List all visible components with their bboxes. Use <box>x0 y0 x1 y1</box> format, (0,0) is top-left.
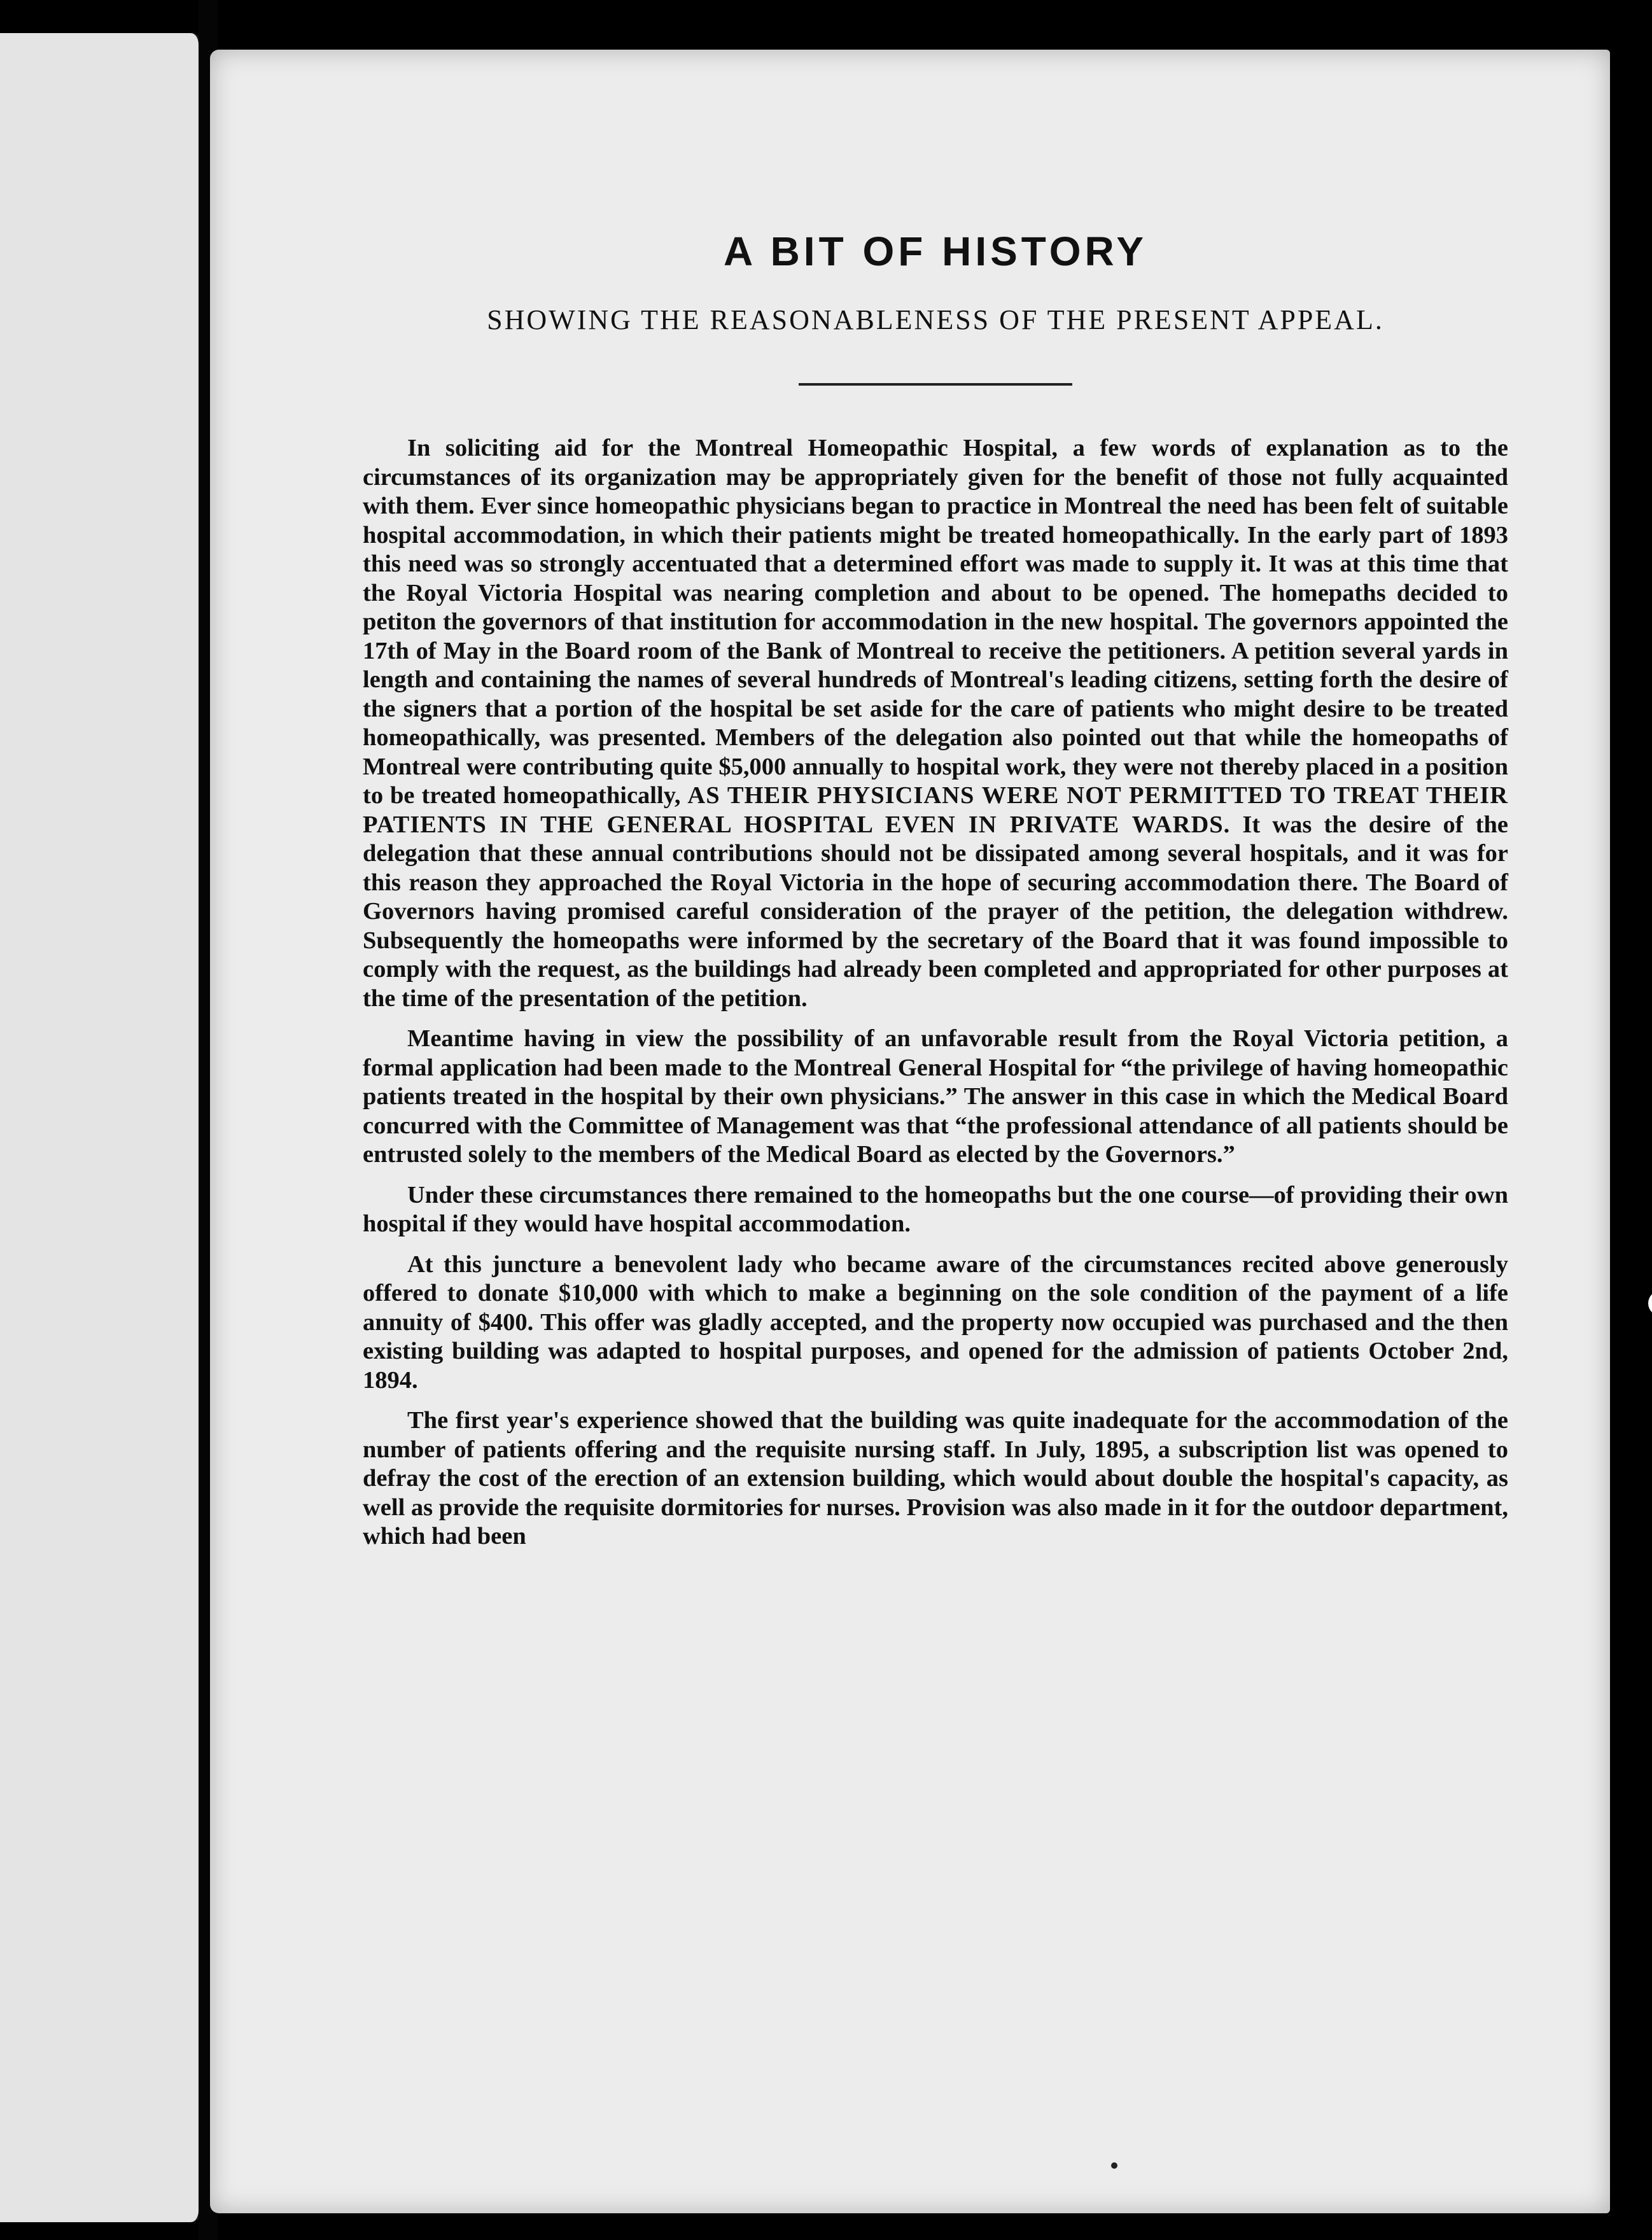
paragraph-5: The first year's experience showed that the building was quite inadequate for the accommodation of the number of patients offering and the requisite nursing staff. In July, 1895, a subscription list was opened to defray the cost of the erection of an extension building, which would about double the hospital's capacity, as well as provide the requisite dormitories for nurses. Provision was also made in it for the outdoor department, which had been <box>363 1407 1508 1550</box>
page-blemish <box>1648 1291 1652 1316</box>
paragraph-1-text-cont: It was the desire of the delegation that these annual contributions should not be dissipated among several hospitals, and it was for this reason they approached the Royal Victoria in the hope of securing accommodation there. The Board of Governors having promised careful consideration of the prayer of the petition, the delegation withdrew. Subsequently the homeopaths were informed by the secretary of the Board that it was found impossible to comply with the request, as the buildings had already been completed and appropriated for other purposes at the time of the presentation of the petition. <box>363 811 1508 1012</box>
paragraph-1 <box>363 434 1508 1013</box>
paragraph-1-caps-text: AS THEIR PHYSICIANS WERE NOT PERMITTED TO TREAT THEIR PATIENTS IN THE GENERAL HOSPITAL EVEN IN PRIVATE WARDS. <box>363 782 1508 838</box>
facing-page <box>0 33 202 2222</box>
title-divider <box>799 383 1072 386</box>
paragraph-2: Meantime having in view the possibility of an unfavorable result from the Royal Victoria petition, a formal application had been made to the Montreal General Hospital for “the privilege of having homeopathic patients treated in the hospital by their own physicians.” The answer in this case in which the Medical Board concurred with the Committee of Management was that “the professional attendance of all patients should be entrusted solely to the members of the Medical Board as elected by the Governors.” <box>363 1025 1508 1168</box>
page-speck <box>1111 2162 1117 2169</box>
paragraph-3: Under these circumstances there remained to the homeopaths but the one course—of providing their own hospital if they would have hospital accommodation. <box>363 1181 1508 1237</box>
document-page <box>210 50 1610 2213</box>
paragraph-1-text: In soliciting aid for the Montreal Homeopathic Hospital, a few words of explanation as to the circumstances of its organization may be appropriately given for the benefit of those not fully acquainted with them. Ever since homeopathic physicians began to practice in Montreal the need has been felt of suitable hospital accommodation, in which their patients might be treated homeopathically. In the early part of 1893 this need was so strongly accentuated that a determined effort was made to supply it. It was at this time that the Royal Victoria Hospital was nearing completion and about to be opened. The homepaths decided to petiton the governors of that institution for accommodation in the new hospital. The governors appointed the 17th of May in the Board room of the Bank of Montreal to receive the petitioners. A petition several yards in length and containing the names of several hundreds of Montreal's leading citizens, setting forth the desire of the signers that a portion of the hospital be set aside for the care of patients who might desire to be treated homeopathically, was presented. Members of the delegation also pointed out that while the homeopaths of Montreal were contributing quite $5,000 annually to hospital work, they were not thereby placed in a position to be treated homeopathically, <box>363 435 1508 809</box>
page-subtitle: SHOWING THE REASONABLENESS OF THE PRESENT APPEAL. <box>487 304 1384 335</box>
page-content <box>363 177 1508 1563</box>
paragraph-4: At this juncture a benevolent lady who became aware of the circumstances recited above generously offered to donate $10,000 with which to make a beginning on the sole condition of the payment of a life annuity of $400. This offer was gladly accepted, and the property now occupied was purchased and the then existing building was adapted to hospital purposes, and opened for the admission of patients October 2nd, 1894. <box>363 1250 1508 1394</box>
body-text <box>363 434 1508 1551</box>
page-title: A BIT OF HISTORY <box>723 228 1148 274</box>
